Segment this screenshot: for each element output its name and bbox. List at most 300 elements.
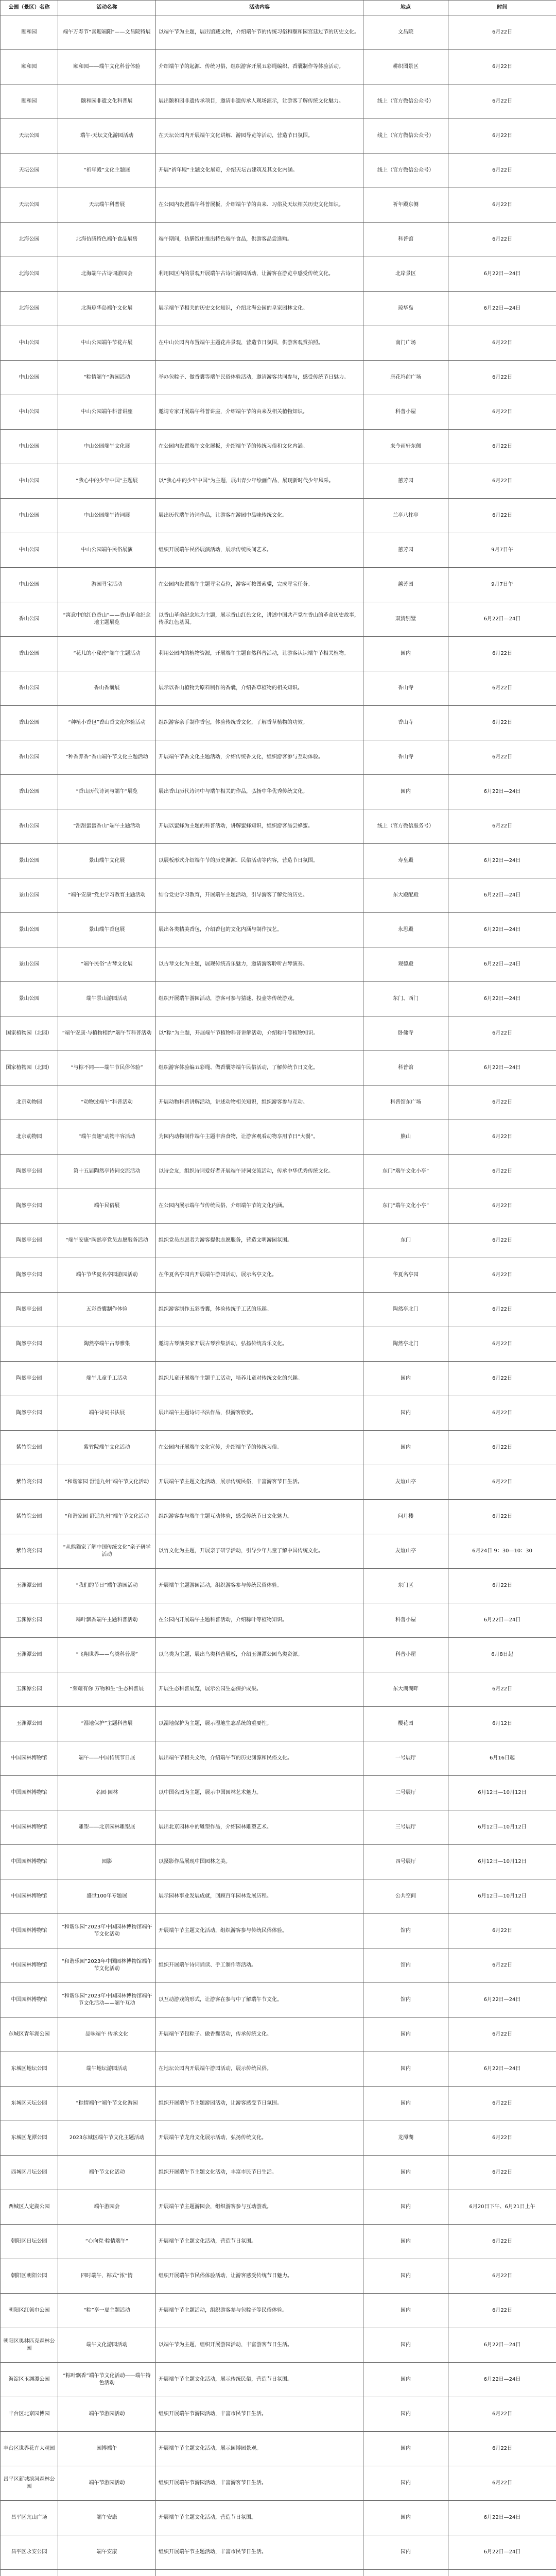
cell-location: 线上（官方微信公众号） (363, 154, 448, 188)
cell-time: 6月22日 (448, 15, 556, 50)
cell-time: 6月22日 (448, 706, 556, 740)
cell-location: 园内 (363, 2466, 448, 2501)
table-row (1, 1603, 556, 1638)
cell-location: 园内 (363, 1362, 448, 1396)
cell-time: 9月7日午 (448, 533, 556, 568)
cell-time: 6月22日 (448, 154, 556, 188)
cell-activity-name: 景山端午文化展 (58, 844, 156, 878)
table-row (1, 982, 556, 1016)
cell-location: 观德殿 (363, 947, 448, 982)
cell-activity-name: 端午节游园活动 (58, 2397, 156, 2432)
cell-activity-content: 组织开展端午民俗展演活动，展示传统民间艺术。 (156, 533, 363, 568)
cell-activity-name: “飞翔世界——鸟类科普展” (58, 1638, 156, 1672)
cell-activity-content: 在华夏名亭园内开展端午游园活动，展示名亭文化。 (156, 1258, 363, 1293)
cell-activity-name: “花儿的小秘密”端午主题活动 (58, 637, 156, 671)
cell-time: 6月22日 (448, 2397, 556, 2432)
cell-activity-name: 端午安康 (58, 2535, 156, 2570)
table-row (1, 1086, 556, 1120)
cell-location: 馆内 (363, 1948, 448, 1983)
cell-time: 6月22日 (448, 119, 556, 154)
cell-time: 6月22日—24日 (448, 982, 556, 1016)
cell-activity-content: 以摄影作品展现中国园林之美。 (156, 1845, 363, 1879)
cell-park: 景山公园 (1, 982, 58, 1016)
cell-location: 公共空间 (363, 1879, 448, 1914)
cell-location: 园内 (363, 2294, 448, 2328)
table-row (1, 1914, 556, 1948)
cell-location: 线上（官方微信公众号） (363, 84, 448, 119)
cell-activity-name: 颐和园非遗文化科普展 (58, 84, 156, 119)
cell-park: 颐和园 (1, 15, 58, 50)
cell-activity-content: 开展以蜜蜂为主题的科普活动，讲解蜜蜂知识，组织游客品尝蜂蜜。 (156, 809, 363, 844)
cell-activity-content: 以香山革命纪念地为主题，展示香山红色文化，讲述中国共产党在香山的革命历史故事，传承红色基因。 (156, 602, 363, 637)
cell-park: 西城区人定湖公园 (1, 2190, 58, 2225)
table-row (1, 1189, 556, 1224)
cell-park: 香山公园 (1, 637, 58, 671)
cell-activity-content: 端午期间，仿膳饭庄推出特色端午食品，供游客品尝选购。 (156, 223, 363, 257)
table-row (1, 2087, 556, 2121)
cell-activity-content: 在公园内展示端午节传统民俗，介绍端午节的文化内涵。 (156, 1189, 363, 1224)
cell-location: 香山寺 (363, 671, 448, 706)
cell-park: 中国园林博物馆 (1, 1879, 58, 1914)
header-activity-name: 活动名称 (58, 1, 156, 15)
cell-activity-name: “端午民俗”古琴文化展 (58, 947, 156, 982)
cell-activity-name: 五彩香囊制作体验 (58, 1293, 156, 1327)
cell-park: 陶然亭公园 (1, 1362, 58, 1396)
cell-location: 寿皇殿 (363, 844, 448, 878)
cell-park: 紫竹院公园 (1, 1534, 58, 1569)
cell-location: 园内 (363, 1431, 448, 1465)
cell-activity-content: 展出北京园林中的雕塑作品，介绍园林雕塑艺术。 (156, 1810, 363, 1845)
table-row (1, 1293, 556, 1327)
table-row (1, 706, 556, 740)
cell-time: 6月22日 (448, 361, 556, 395)
table-row (1, 602, 556, 637)
cell-park: 景山公园 (1, 947, 58, 982)
cell-activity-name: 北海端午古诗词游园会 (58, 257, 156, 292)
cell-location: 三号展厅 (363, 1810, 448, 1845)
cell-park: 中山公园 (1, 568, 58, 602)
cell-location: 二号展厅 (363, 1776, 448, 1810)
cell-activity-content: 开展端午节主题文化活动，展示园博园景观。 (156, 2432, 363, 2466)
cell-activity-content: 组织开展端午节主题文化活动，丰富市民节日生活。 (156, 2156, 363, 2190)
table-row (1, 1155, 556, 1189)
cell-location: 蕙芳园 (363, 568, 448, 602)
cell-park: 玉渊潭公园 (1, 1672, 58, 1707)
cell-location: 友谊山亭 (363, 1534, 448, 1569)
table-row (1, 2018, 556, 2052)
cell-activity-content: 展示端午节相关的历史文化知识，介绍北海公园的皇家园林文化。 (156, 292, 363, 326)
table-row (1, 568, 556, 602)
cell-location: 园内 (363, 2535, 448, 2570)
cell-activity-content: 组织开展端午节主题游园活动，让游客感受节日氛围。 (156, 2087, 363, 2121)
cell-location: 祈年殿东侧 (363, 188, 448, 223)
cell-location: 琼华岛 (363, 292, 448, 326)
cell-park: 北海公园 (1, 292, 58, 326)
cell-park: 玉渊潭公园 (1, 1707, 58, 1741)
table-row (1, 1016, 556, 1051)
cell-park: 颐和园 (1, 84, 58, 119)
cell-park: 东城区地坛公园 (1, 2052, 58, 2087)
cell-location: 科普馆 (363, 1051, 448, 1086)
cell-park: 中山公园 (1, 464, 58, 499)
cell-time: 6月22日—24日 (448, 2052, 556, 2087)
cell-activity-name: “寓意中的红色香山”——香山革命纪念地主题展览 (58, 602, 156, 637)
cell-activity-content: 展示园林事业发展成就，回顾百年园林发展历程。 (156, 1879, 363, 1914)
cell-time: 6月22日 (448, 223, 556, 257)
cell-activity-name: 颐和园——端午文化科普体验 (58, 50, 156, 84)
cell-location: 园内 (363, 2501, 448, 2535)
header-park: 公园（景区）名称 (1, 1, 58, 15)
cell-time: 6月22日 (448, 430, 556, 464)
cell-location: 园内 (363, 637, 448, 671)
cell-activity-content: 开展生态科普展览，展示公园生态保护成果。 (156, 1672, 363, 1707)
cell-park: 国家植物园（北园） (1, 1051, 58, 1086)
cell-activity-content: 组织游客体验编五彩绳、做香囊等端午民俗活动，了解传统节日文化。 (156, 1051, 363, 1086)
cell-activity-content: 以诗会友，组织诗词爱好者开展端午诗词交流活动，传承中华优秀传统文化。 (156, 1155, 363, 1189)
cell-park: 丰台区北京园博园 (1, 2397, 58, 2432)
cell-activity-name: 香山香囊展 (58, 671, 156, 706)
cell-location: 园内 (363, 2328, 448, 2363)
cell-time: 6月22日—24日 (448, 878, 556, 913)
cell-park: 东城区青年湖公园 (1, 2018, 58, 2052)
cell-activity-name: 中山公园端午科普讲座 (58, 395, 156, 430)
table-row (1, 809, 556, 844)
cell-location: 双清别墅 (363, 602, 448, 637)
cell-time: 6月22日 (448, 1914, 556, 1948)
cell-activity-name: 中山公园端午文化展 (58, 430, 156, 464)
cell-activity-name: “粽”享一夏主题活动 (58, 2294, 156, 2328)
cell-location: 华夏名亭园 (363, 1258, 448, 1293)
cell-activity-name: 游园寻宝活动 (58, 568, 156, 602)
cell-activity-name: “荣耀有你 万物和生”生态科普展 (58, 1672, 156, 1707)
cell-activity-name: 端午地坛游园活动 (58, 2052, 156, 2087)
cell-time: 9月7日午 (448, 568, 556, 602)
cell-time: 6月22日—24日 (448, 844, 556, 878)
cell-location: 东门“端午文化小亭” (363, 1189, 448, 1224)
cell-location: 园内 (363, 2432, 448, 2466)
cell-park: 景山公园 (1, 844, 58, 878)
cell-activity-content: 举办包粽子、做香囊等端午民俗体验活动，邀请游客共同参与，感受传统节日魅力。 (156, 361, 363, 395)
cell-activity-name: 盛世100年专题展 (58, 1879, 156, 1914)
cell-park: 丰台区世界花卉大观园 (1, 2432, 58, 2466)
cell-location: 园内 (363, 2156, 448, 2190)
cell-activity-content: 以“粽”为主题，开展端午节植物科普讲解活动，介绍粽叶等植物知识。 (156, 1016, 363, 1051)
cell-park: 中山公园 (1, 430, 58, 464)
table-row (1, 2535, 556, 2570)
cell-activity-content: 展出端午主题诗词书法作品，供游客欣赏。 (156, 1396, 363, 1431)
cell-location: 科普馆 (363, 223, 448, 257)
cell-park: 昌平区新城滨河森林公园 (1, 2466, 58, 2501)
table-row (1, 1845, 556, 1879)
cell-activity-name: 北海仿膳特色端午食品展售 (58, 223, 156, 257)
cell-activity-content: 以端午节为主题，组织开展游园活动，丰富游客节日生活。 (156, 2328, 363, 2363)
cell-time: 6月12日—10月12日 (448, 1810, 556, 1845)
cell-time: 6月22日 (448, 499, 556, 533)
cell-activity-name: “心向党·粽情端午” (58, 2225, 156, 2259)
cell-time: 6月22日—24日 (448, 257, 556, 292)
table-row (1, 257, 556, 292)
cell-activity-name: “湿地保护”主题科普展 (58, 1707, 156, 1741)
cell-activity-name: 园博端午 (58, 2432, 156, 2466)
table-row (1, 2501, 556, 2535)
cell-location: 园内 (363, 775, 448, 809)
cell-time: 6月12日—10月12日 (448, 1879, 556, 1914)
cell-time: 6月22日 (448, 2432, 556, 2466)
cell-park: 中山公园 (1, 361, 58, 395)
table-row (1, 2156, 556, 2190)
cell-activity-name: “从熊猫家了解中国传统文化”亲子研学活动 (58, 1534, 156, 1569)
table-row (1, 1707, 556, 1741)
cell-activity-content: 开展端午节龙舟文化展示活动，弘扬传统文化。 (156, 2121, 363, 2156)
table-row (1, 2294, 556, 2328)
cell-time (448, 2570, 556, 2576)
cell-park: 中山公园 (1, 533, 58, 568)
cell-location: 科普小屋 (363, 1638, 448, 1672)
cell-park: 玉渊潭公园 (1, 1638, 58, 1672)
table-body (1, 15, 556, 2576)
cell-time: 6月22日 (448, 2018, 556, 2052)
table-row (1, 1879, 556, 1914)
cell-park: 东城区龙潭公园 (1, 2121, 58, 2156)
cell-time: 6月22日 (448, 740, 556, 775)
cell-park: 颐和园 (1, 50, 58, 84)
cell-location: 园内 (363, 2259, 448, 2294)
cell-park: 紫竹院公园 (1, 1431, 58, 1465)
cell-activity-name: 端午·天坛文化游园活动 (58, 119, 156, 154)
table-row (1, 15, 556, 50)
cell-activity-name: 端午——中国传统节日展 (58, 1741, 156, 1776)
cell-activity-content: 在中山公园内布置端午主题花卉景观，营造节日氛围，供游客观赏拍照。 (156, 326, 363, 361)
cell-activity-name: 粽叶飘香端午主题科普活动 (58, 1603, 156, 1638)
table-row (1, 775, 556, 809)
cell-park: 中国园林博物馆 (1, 1776, 58, 1810)
cell-activity-content: 在公园内设置端午科普展板，介绍端午节的由来、习俗及天坛相关历史文化知识。 (156, 188, 363, 223)
cell-activity-name: “和谐乐园”2023年中国园林博物馆端午节文化活动 (58, 1914, 156, 1948)
cell-park: 景山公园 (1, 913, 58, 947)
cell-park: 紫竹院公园 (1, 1465, 58, 1500)
table-row (1, 1258, 556, 1293)
table-row (1, 1362, 556, 1396)
cell-location: 园内 (363, 2225, 448, 2259)
cell-park: 香山公园 (1, 740, 58, 775)
cell-park: 香山公园 (1, 775, 58, 809)
cell-park: 北京动物园 (1, 1086, 58, 1120)
cell-activity-name: 端午安康 (58, 2501, 156, 2535)
cell-location: 来今雨轩东侧 (363, 430, 448, 464)
cell-park: 陶然亭公园 (1, 1293, 58, 1327)
cell-time: 6月12日—10月12日 (448, 1845, 556, 1879)
cell-activity-content: 邀请古琴演奏家开展古琴雅集活动，弘扬传统音乐文化。 (156, 1327, 363, 1362)
cell-activity-name: “种香养香”香山端午节文化主题活动 (58, 740, 156, 775)
cell-time: 6月22日 (448, 1948, 556, 1983)
cell-park: 天坛公园 (1, 119, 58, 154)
cell-park: 景山公园 (1, 878, 58, 913)
table-row (1, 154, 556, 188)
cell-activity-name: 四时端午，粽式“浓”情 (58, 2259, 156, 2294)
cell-park: 昌平区永安公园 (1, 2535, 58, 2570)
cell-park: 中国园林博物馆 (1, 1948, 58, 1983)
header-row (1, 1, 556, 15)
table-row (1, 1569, 556, 1603)
cell-location: 唐花坞前广场 (363, 361, 448, 395)
cell-park: 中国园林博物馆 (1, 1845, 58, 1879)
cell-location: 园内 (363, 1396, 448, 1431)
cell-location: 园内 (363, 2397, 448, 2432)
cell-park: 朝阳区日坛公园 (1, 2225, 58, 2259)
cell-location: 东门“端午文化小亭” (363, 1155, 448, 1189)
cell-time: 6月22日—24日 (448, 2535, 556, 2570)
table-row (1, 2225, 556, 2259)
cell-time: 6月22日 (448, 1672, 556, 1707)
cell-activity-name: 景山端午香包展 (58, 913, 156, 947)
cell-activity-content: 在公园内设置端午主题寻宝点位，游客可按图索骥，完成寻宝任务。 (156, 568, 363, 602)
cell-activity-content: 为园内动物制作端午主题丰容食物，让游客观看动物享用节日“大餐”。 (156, 1120, 363, 1155)
cell-park: 昌平区亢山广场 (1, 2501, 58, 2535)
cell-activity-name: 名园·园林 (58, 1776, 156, 1810)
cell-time: 6月12日—10月12日 (448, 1776, 556, 1810)
cell-time: 6月8日起 (448, 1638, 556, 1672)
cell-activity-content: 在公园内开展端午文化宣传，介绍端午节的传统习俗。 (156, 1431, 363, 1465)
cell-time: 6月22日 (448, 2121, 556, 2156)
cell-location: 线上（官方微信公众号） (363, 119, 448, 154)
cell-activity-content: 组织党员志愿者为游客提供志愿服务，营造文明游园氛围。 (156, 1224, 363, 1258)
table-row (1, 740, 556, 775)
cell-location: 园内 (363, 2190, 448, 2225)
table-row (1, 2570, 556, 2576)
cell-activity-name: 端午民俗展 (58, 1189, 156, 1224)
cell-location: 东大殿配殿 (363, 878, 448, 913)
cell-activity-content: 组织游客制作五彩香囊，体验传统手工艺的乐趣。 (156, 1293, 363, 1327)
table-row (1, 2397, 556, 2432)
cell-time: 6月22日 (448, 1258, 556, 1293)
cell-activity-content: 开展端午节主题活动，组织游客参与包粽子等民俗体验。 (156, 2294, 363, 2328)
cell-location: 兰亭八柱亭 (363, 499, 448, 533)
cell-park: 北海公园 (1, 257, 58, 292)
cell-activity-name: 紫竹院端午文化活动 (58, 1431, 156, 1465)
cell-park: 陶然亭公园 (1, 1327, 58, 1362)
cell-park: 香山公园 (1, 706, 58, 740)
cell-time: 6月22日—24日 (448, 1983, 556, 2018)
cell-time: 6月22日 (448, 1120, 556, 1155)
cell-activity-name: 陶然亭端午古琴雅集 (58, 1327, 156, 1362)
cell-time: 6月22日 (448, 1569, 556, 1603)
cell-park: 陶然亭公园 (1, 1396, 58, 1431)
cell-park: 陶然亭公园 (1, 1224, 58, 1258)
cell-time: 6月22日 (448, 1086, 556, 1120)
cell-activity-content: 组织开展端午节主题活动，丰富市民节日生活。 (156, 2535, 363, 2570)
cell-activity-content: 在公园内开展端午主题科普活动，介绍粽叶等植物知识。 (156, 1603, 363, 1638)
cell-activity-name: “与粽不同——端午节民俗体验” (58, 1051, 156, 1086)
cell-time: 6月22日 (448, 2225, 556, 2259)
cell-park: 陶然亭公园 (1, 1258, 58, 1293)
cell-activity-content: 展出端午节相关文物，介绍端午节的历史渊源和民俗文化。 (156, 1741, 363, 1776)
cell-park: 香山公园 (1, 602, 58, 637)
cell-activity-name: “粽叶飘香”端午节文化活动——端午特色活动 (58, 2363, 156, 2397)
cell-activity-content: 以互动游戏的形式，让游客在参与中了解端午节文化。 (156, 1983, 363, 2018)
cell-activity-content: 介绍端午节的起源、传统习俗，组织游客开展五彩绳编织、香囊制作等体验活动。 (156, 50, 363, 84)
cell-location: 熊山 (363, 1120, 448, 1155)
cell-location: 香山寺 (363, 706, 448, 740)
table-row (1, 1431, 556, 1465)
cell-park: 中山公园 (1, 326, 58, 361)
cell-park: 中国园林博物馆 (1, 1810, 58, 1845)
cell-activity-content: 开展端午节主题文化活动，营造节日氛围。 (156, 2225, 363, 2259)
table-row (1, 2259, 556, 2294)
cell-location: 东门区 (363, 1569, 448, 1603)
cell-location: 蕙芳园 (363, 533, 448, 568)
cell-activity-name: “端午安康”陶然亭党员志愿服务活动 (58, 1224, 156, 1258)
cell-time: 6月22日 (448, 84, 556, 119)
cell-park: 陶然亭公园 (1, 1189, 58, 1224)
cell-location: 馆内 (363, 1983, 448, 2018)
cell-activity-content: 开展“祈年殿”主题文化展览，介绍天坛古建筑及其文化内涵。 (156, 154, 363, 188)
cell-activity-name: 雕塑——北京园林雕塑展 (58, 1810, 156, 1845)
table-row (1, 637, 556, 671)
table-row (1, 1638, 556, 1672)
cell-activity-content: 以“我心中的少年中国”为主题，展出青少年绘画作品，展现新时代少年风采。 (156, 464, 363, 499)
table-row (1, 1500, 556, 1534)
cell-activity-name: “端午安康·与植物相约”端午节科普活动 (58, 1016, 156, 1051)
cell-time: 6月16日起 (448, 1741, 556, 1776)
cell-activity-content: 以端午节为主题，展出馆藏文物，介绍端午节的传统习俗和颐和园宫廷过节的历史文化。 (156, 15, 363, 50)
cell-activity-content: 展出历代端午诗词作品，让游客在游园中品味传统文化。 (156, 499, 363, 533)
cell-location: 樱花园 (363, 1707, 448, 1741)
cell-time: 6月22日 (448, 1500, 556, 1534)
table-row (1, 499, 556, 533)
cell-park: 陶然亭公园 (1, 1155, 58, 1189)
cell-activity-content: 组织开展端午节游园活动，丰富游客节日生活。 (156, 2466, 363, 2501)
cell-time: 6月22日—24日 (448, 2363, 556, 2397)
cell-location: 龙潭湖 (363, 2121, 448, 2156)
cell-activity-name: 端午节华夏名亭园游园活动 (58, 1258, 156, 1293)
cell-activity-content: 展示以香山植物为原料制作的香囊，介绍香草植物的相关知识。 (156, 671, 363, 706)
cell-park: 中国园林博物馆 (1, 1914, 58, 1948)
cell-activity-name: 北海琼华岛端午文化展 (58, 292, 156, 326)
cell-activity-name: 端午节文化活动 (58, 2156, 156, 2190)
cell-time: 6月22日—24日 (448, 292, 556, 326)
cell-activity-content: 以竹文化为主题，开展亲子研学活动，引导少年儿童了解中国传统文化。 (156, 1534, 363, 1569)
table-row (1, 188, 556, 223)
cell-activity-name: “粽情端午”游园活动 (58, 361, 156, 395)
cell-park: 中山公园 (1, 499, 58, 533)
table-row (1, 84, 556, 119)
cell-park: 天坛公园 (1, 154, 58, 188)
cell-activity-content: 开展端午节主题文化活动，组织游客参与传统民俗体验。 (156, 1914, 363, 1948)
cell-park: 玉渊潭公园 (1, 1603, 58, 1638)
cell-activity-name: 端午万寿节“喜迎端阳”——文昌院特展 (58, 15, 156, 50)
table-row (1, 671, 556, 706)
cell-location: 东门 (363, 1224, 448, 1258)
table-row (1, 1672, 556, 1707)
cell-time: 6月22日 (448, 1189, 556, 1224)
cell-park: 北海公园 (1, 223, 58, 257)
cell-location: 北岸景区 (363, 257, 448, 292)
cell-activity-content: 以湿地保护为主题，展示湿地生态系统的重要性。 (156, 1707, 363, 1741)
cell-activity-name: 天坛端午科普展 (58, 188, 156, 223)
cell-park: 朝阳区红领巾公园 (1, 2294, 58, 2328)
cell-activity-name: “甜甜蜜蜜香山”端午主题活动 (58, 809, 156, 844)
cell-time: 6月22日—24日 (448, 775, 556, 809)
table-row (1, 1810, 556, 1845)
cell-time: 6月22日—24日 (448, 913, 556, 947)
cell-location: 耕织图景区 (363, 50, 448, 84)
cell-time: 6月22日—24日 (448, 947, 556, 982)
cell-activity-content: 以古琴文化为主题，展现传统音乐魅力，邀请游客聆听古琴演奏。 (156, 947, 363, 982)
cell-activity-name: 园影 (58, 1845, 156, 1879)
cell-activity-name: 中山公园端午节花卉展 (58, 326, 156, 361)
cell-activity-content: 邀请专家开展端午科普讲座，介绍端午节的由来及相关植物知识。 (156, 395, 363, 430)
cell-activity-content: 以中国名园为主题，展示中国园林艺术魅力。 (156, 1776, 363, 1810)
